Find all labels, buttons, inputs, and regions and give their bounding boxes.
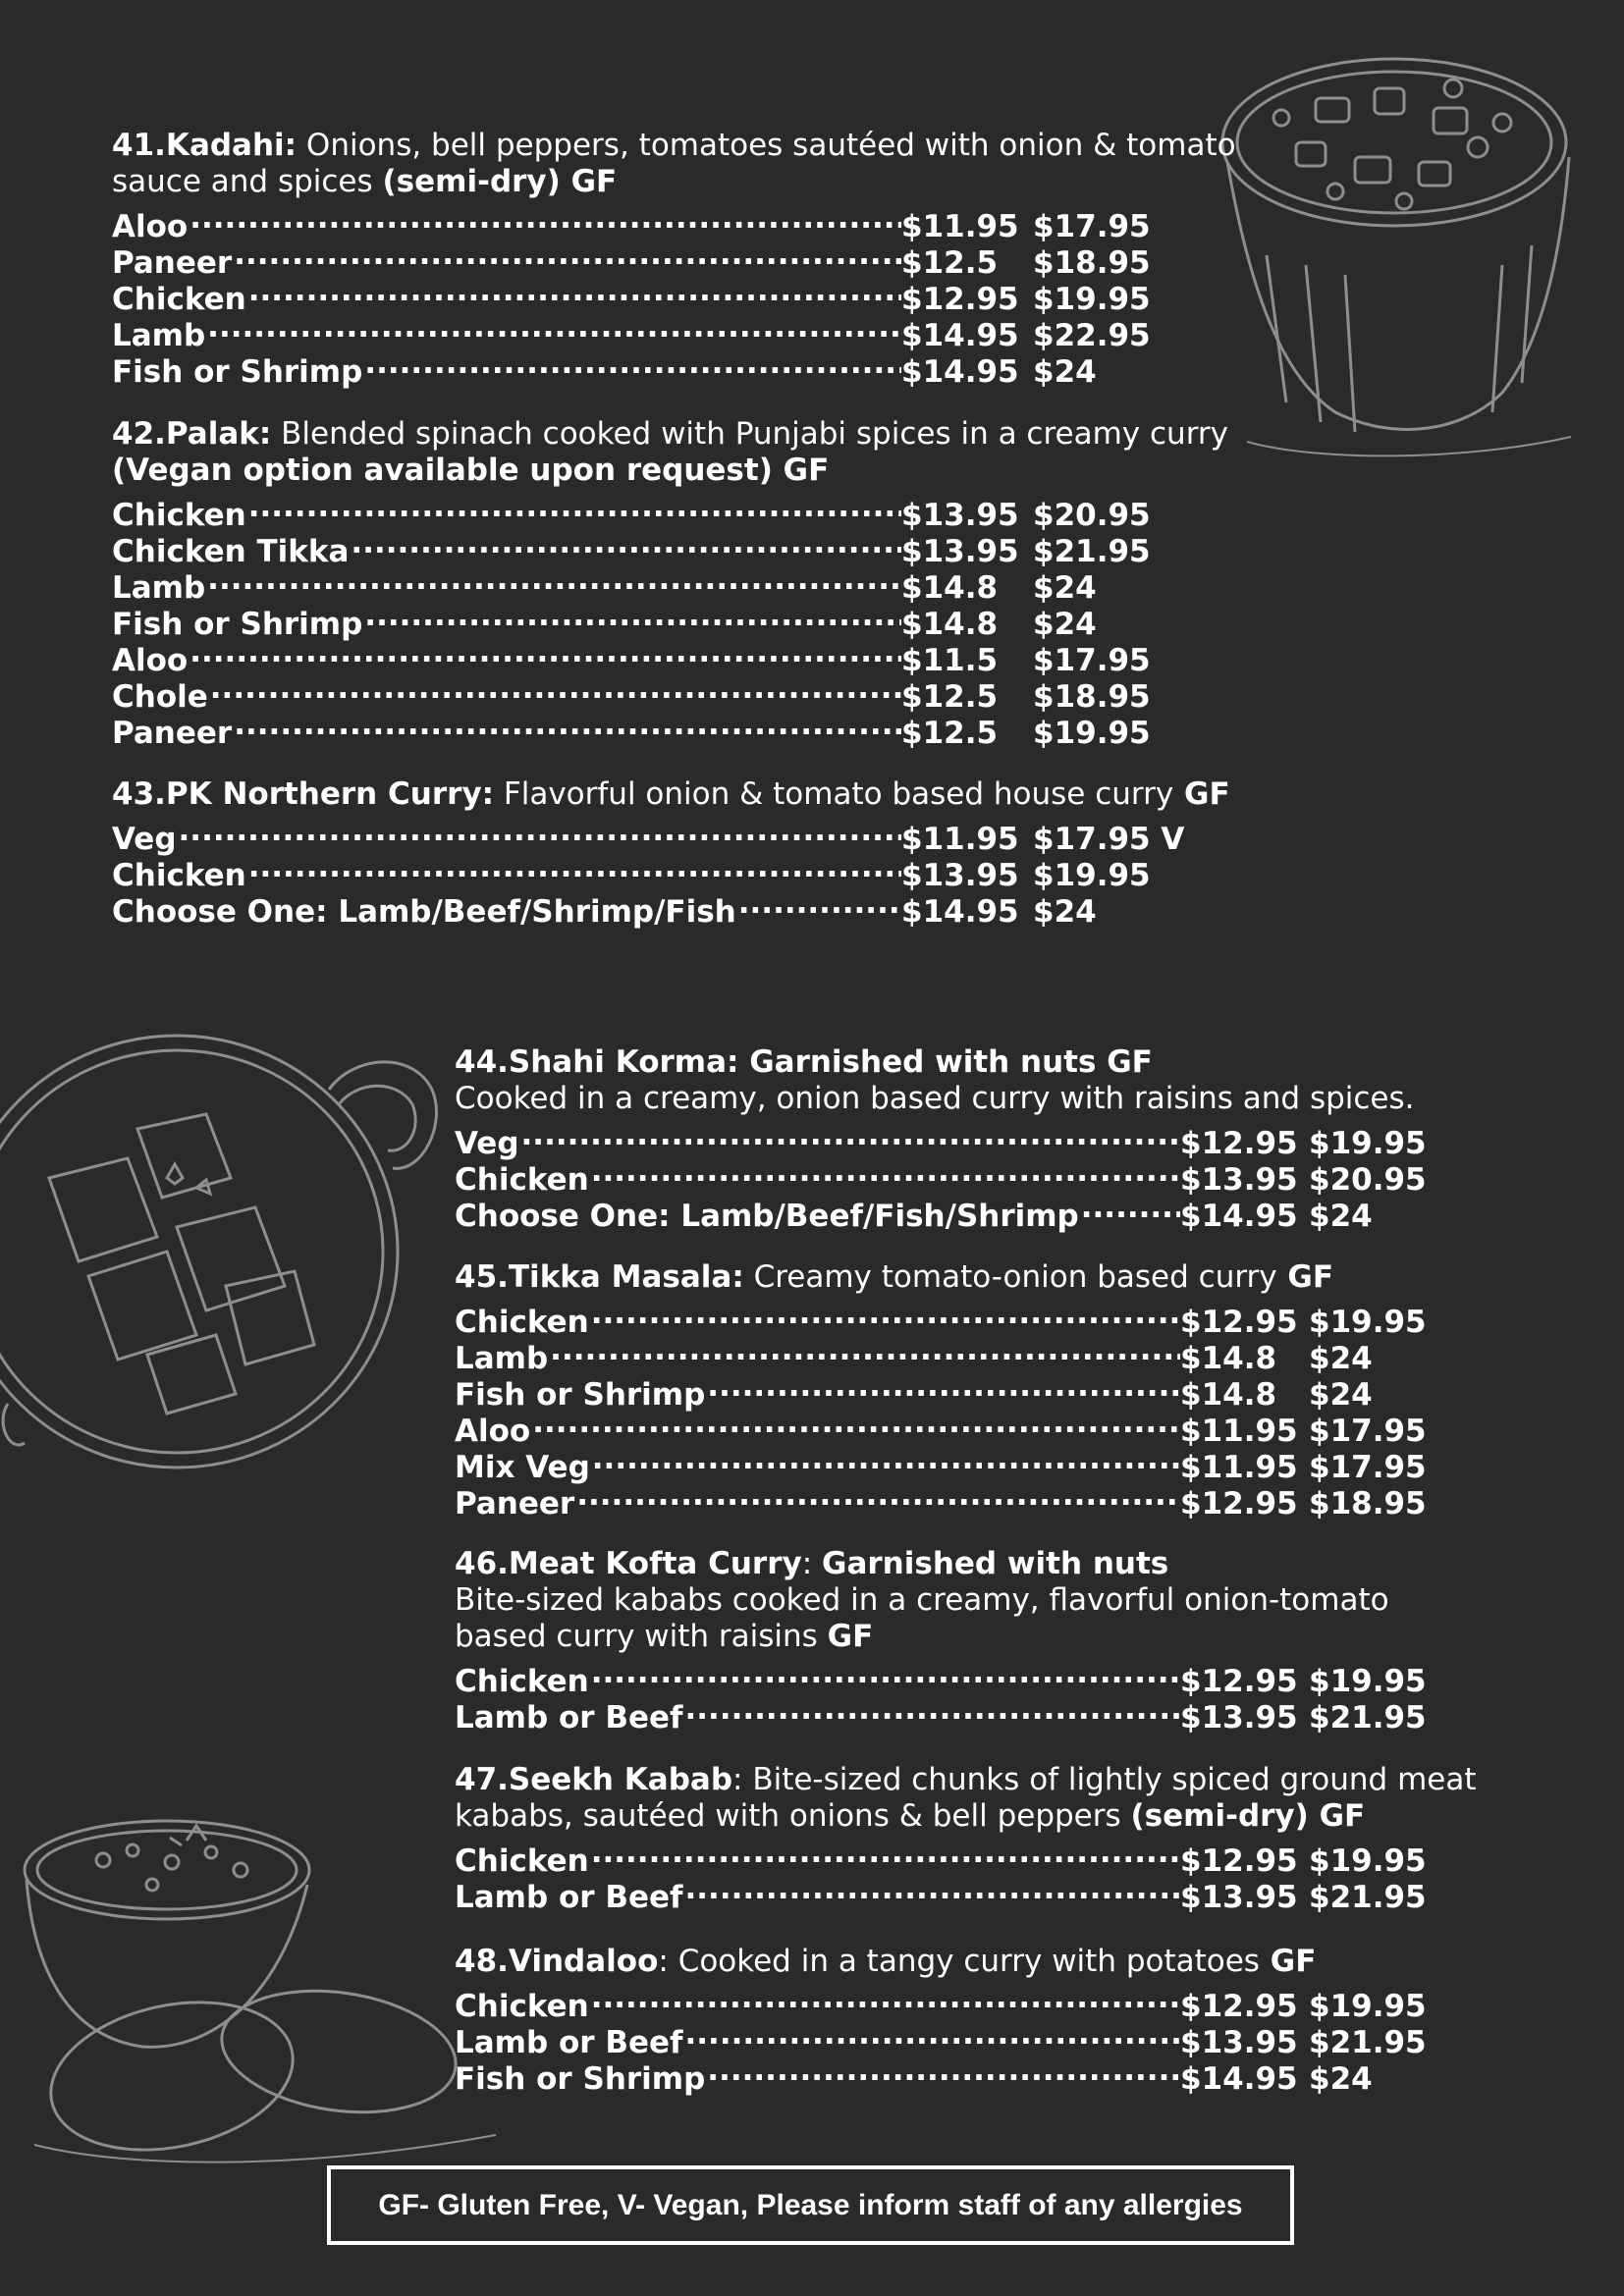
price-large: $24 [1309,1199,1373,1234]
item-name: Chicken [455,1162,589,1198]
menu-item-row [112,813,1185,857]
item-name: Lamb or Beef [455,1700,683,1735]
description-text: Flavorful onion & tomato based house curry [494,776,1174,812]
price-large: $19.95 [1309,1126,1427,1161]
price-large: $21.95 [1309,2025,1427,2060]
dot-leader [589,1153,1180,1190]
price-small: $12.5 [901,245,999,281]
item-name: Fish or Shrimp [112,607,363,642]
menu-item-row [455,1835,1436,1879]
dish-title: 47.Seekh Kabab [455,1762,733,1797]
price-small: $13.95 [1180,1700,1298,1735]
item-name: Fish or Shrimp [455,2061,706,2097]
price-small: $12.95 [1180,1843,1298,1879]
dot-leader [736,885,901,922]
price-large: $17.95 [1033,643,1151,678]
price-small: $12.95 [1180,1989,1298,2024]
price-large: $19.95 [1309,1305,1427,1340]
description-text: Onions, bell peppers, tomatoes sautéed with onion & tomato [297,128,1236,163]
price-small: $14.8 [901,570,999,606]
dish-title: 46.Meat Kofta Curry [455,1546,802,1581]
price-large: $18.95 [1033,245,1151,281]
item-description-line [455,1619,1535,1655]
price-large: $17.95 [1309,1414,1427,1449]
item-description-line [455,1944,1535,1980]
price-small: $11.95 [901,209,1019,244]
item-name: Chicken [112,498,246,533]
price-large: $22.95 [1033,318,1151,353]
price-large: $19.95 [1309,1989,1427,2024]
price-list [455,1835,1436,1915]
allergy-note-text: GF- Gluten Free, V- Vegan, Please inform staff of any allergies [378,2188,1243,2221]
price-small: $14.95 [1180,1199,1298,1234]
dot-leader [574,1477,1180,1514]
item-name: Paneer [112,716,233,751]
item-name: Mix Veg [455,1450,590,1485]
item-description-line [455,1798,1535,1835]
price-small: $13.95 [1180,1880,1298,1915]
item-name: Choose One: Lamb/Beef/Shrimp/Fish [112,894,736,930]
dish-title: 45.Tikka Masala: [455,1259,744,1295]
price-list [455,1655,1436,1735]
menu-section-47-seekh-kabab [455,1762,1535,1915]
paneer-pan-illustration [0,1031,452,1492]
price-large: $17.95 [1033,209,1151,244]
menu-item-row [455,1296,1436,1340]
price-small: $11.95 [1180,1414,1298,1449]
item-description-line [112,776,1280,813]
menu-section-42-palak [112,416,1280,751]
item-description-line [455,1762,1535,1798]
menu-item-row [455,1980,1436,2024]
dot-leader [246,849,901,885]
price-small: $14.8 [901,607,999,642]
price-list [455,1117,1436,1234]
price-large: $19.95 [1033,282,1151,317]
dish-title: 43.PK Northern Curry: [112,776,495,812]
price-small: $13.95 [901,498,1019,533]
item-name: Fish or Shrimp [455,1377,706,1413]
bold-note: (semi-dry) [382,164,561,199]
menu-section-41-kadahi [112,128,1280,390]
dot-leader [589,1655,1180,1691]
bowl-and-bread-illustration [15,1801,525,2174]
menu-item-row [455,1655,1436,1699]
price-large: $24 [1309,1341,1373,1376]
item-name: Fish or Shrimp [112,354,363,390]
item-name: Aloo [112,209,189,244]
price-large: $24 [1033,894,1097,930]
price-small: $12.95 [1180,1664,1298,1699]
dot-leader [362,598,901,634]
price-list [112,489,1180,751]
item-description-line [112,164,1280,200]
description-text: : Cooked in a tangy curry with potatoes [658,1944,1260,1979]
bold-note: Garnished with nuts [822,1546,1169,1581]
dot-leader [246,489,901,525]
item-name: Chicken [455,1989,589,2024]
menu-section-46-meat-kofta-curry [455,1546,1535,1735]
item-name: Paneer [455,1486,575,1522]
menu-item-row [112,489,1180,533]
description-text: sauce and spices [112,164,383,199]
item-description-line [455,1044,1535,1081]
dot-leader [589,1296,1180,1332]
item-name: Lamb [112,318,206,353]
item-name: Veg [112,822,177,857]
dot-leader [530,1405,1180,1441]
item-name: Aloo [455,1414,531,1449]
price-small: $11.95 [1180,1450,1298,1485]
price-small: $14.8 [1180,1341,1277,1376]
price-large: $19.95 [1309,1664,1427,1699]
price-small: $13.95 [901,858,1019,893]
menu-section-45-tikka-masala [455,1259,1535,1522]
price-small: $13.95 [901,534,1019,569]
price-large: $20.95 [1033,498,1151,533]
description-text: : [801,1546,823,1581]
dot-leader [246,273,901,309]
price-small: $14.8 [1180,1377,1277,1413]
bold-note: GF [1308,1798,1366,1834]
allergy-note-box [327,2165,1294,2245]
price-small: $12.95 [1180,1486,1298,1522]
item-name: Aloo [112,643,189,678]
price-list [455,1980,1436,2097]
description-text: Blended spinach cooked with Punjabi spices in a creamy curry [271,416,1228,452]
dot-leader [1079,1190,1180,1226]
dot-leader [590,1441,1180,1477]
price-small: $12.5 [901,679,999,715]
price-small: $13.95 [1180,1162,1298,1198]
dish-title: 44.Shahi Korma: [455,1044,739,1080]
dot-leader [188,200,901,237]
item-name: Lamb [455,1341,549,1376]
price-large: $24 [1309,1377,1373,1413]
item-description-line [455,1081,1535,1117]
price-large: $18.95 [1309,1486,1427,1522]
price-small: $14.95 [901,318,1019,353]
description-text: Cooked in a creamy, onion based curry with raisins and spices. [455,1081,1415,1116]
dot-leader [362,346,901,382]
price-list [455,1296,1436,1522]
item-name: Choose One: Lamb/Beef/Fish/Shrimp [455,1199,1079,1234]
price-large: $19.95 [1033,858,1151,893]
dot-leader [188,634,901,670]
dot-leader [705,2053,1180,2089]
bold-note: GF [1259,1944,1317,1979]
price-large: $24 [1033,570,1097,606]
price-small: $11.5 [901,643,999,678]
price-large: $21.95 [1309,1700,1427,1735]
description-text: Creamy tomato-onion based curry [743,1259,1277,1295]
dot-leader [589,1980,1180,2016]
item-description-line [455,1546,1535,1582]
price-large: $21.95 [1033,534,1151,569]
item-description-line [112,128,1280,164]
dot-leader [232,237,901,273]
item-name: Veg [455,1126,519,1161]
dish-title: 41.Kadahi: [112,128,298,163]
dish-title: 48.Vindaloo [455,1944,659,1979]
price-small: $12.95 [1180,1305,1298,1340]
price-large: $19.95 [1309,1843,1427,1879]
price-small: $14.95 [1180,2061,1298,2097]
bold-note: GF [560,164,618,199]
price-list [112,813,1185,930]
item-name: Chicken [455,1305,589,1340]
menu-item-row [455,1117,1436,1161]
price-large: $18.95 [1033,679,1151,715]
bold-note: GF [1173,776,1230,812]
item-name: Chicken [455,1664,589,1699]
price-small: $14.95 [901,894,1019,930]
item-name: Chicken [455,1843,589,1879]
item-name: Chicken [112,282,246,317]
dot-leader [683,1691,1181,1728]
menu-section-48-vindaloo [455,1944,1535,2097]
description-text: Bite-sized kababs cooked in a creamy, flavorful onion-tomato [455,1582,1389,1618]
price-large: $24 [1309,2061,1373,2097]
dot-leader [519,1117,1180,1153]
item-name: Paneer [112,245,233,281]
item-description-line [112,453,1280,489]
price-large: $17.95 [1309,1450,1427,1485]
item-name: Chicken Tikka [112,534,350,569]
price-small: $12.5 [901,716,999,751]
bold-note: (semi-dry) [1130,1798,1309,1834]
bold-note: (Vegan option available upon request) [112,453,773,488]
item-description-line [112,416,1280,453]
description-text: kababs, sautéed with onions & bell peppers [455,1798,1131,1834]
dot-leader [705,1368,1180,1405]
price-small: $12.95 [1180,1126,1298,1161]
bold-note: GF [1096,1044,1153,1080]
item-name: Lamb or Beef [455,2025,683,2060]
item-description-line [455,1582,1535,1619]
item-description-line [455,1259,1535,1296]
dot-leader [589,1835,1180,1871]
price-small: $13.95 [1180,2025,1298,2060]
menu-section-44-shahi-korma [455,1044,1535,1234]
dish-title: 42.Palak: [112,416,272,452]
menu-item-row [112,200,1180,244]
dot-leader [205,561,901,598]
dot-leader [208,670,901,707]
price-large: $24 [1033,607,1097,642]
dot-leader [205,309,901,346]
item-name: Lamb or Beef [455,1880,683,1915]
bold-note: GF [827,1619,874,1654]
price-large: $17.95 V [1033,822,1185,857]
item-name: Chicken [112,858,246,893]
bold-note: GF [772,453,830,488]
price-large: $24 [1033,354,1097,390]
price-large: $20.95 [1309,1162,1427,1198]
dot-leader [349,525,901,561]
menu-section-43-pk-northern-curry [112,776,1280,930]
price-large: $19.95 [1033,716,1151,751]
dot-leader [548,1332,1180,1368]
item-name: Lamb [112,570,206,606]
dot-leader [683,2016,1181,2053]
item-name: Chole [112,679,208,715]
price-list [112,200,1180,390]
dot-leader [683,1871,1181,1907]
dot-leader [232,707,901,743]
description-text: based curry with raisins [455,1619,828,1654]
price-large: $21.95 [1309,1880,1427,1915]
description-text: : Bite-sized chunks of lightly spiced ground meat [732,1762,1477,1797]
bold-note: GF [1276,1259,1334,1295]
price-small: $11.95 [901,822,1019,857]
dot-leader [177,813,901,849]
price-small: $14.95 [901,354,1019,390]
bold-note: Garnished with nuts [738,1044,1097,1080]
price-small: $12.95 [901,282,1019,317]
